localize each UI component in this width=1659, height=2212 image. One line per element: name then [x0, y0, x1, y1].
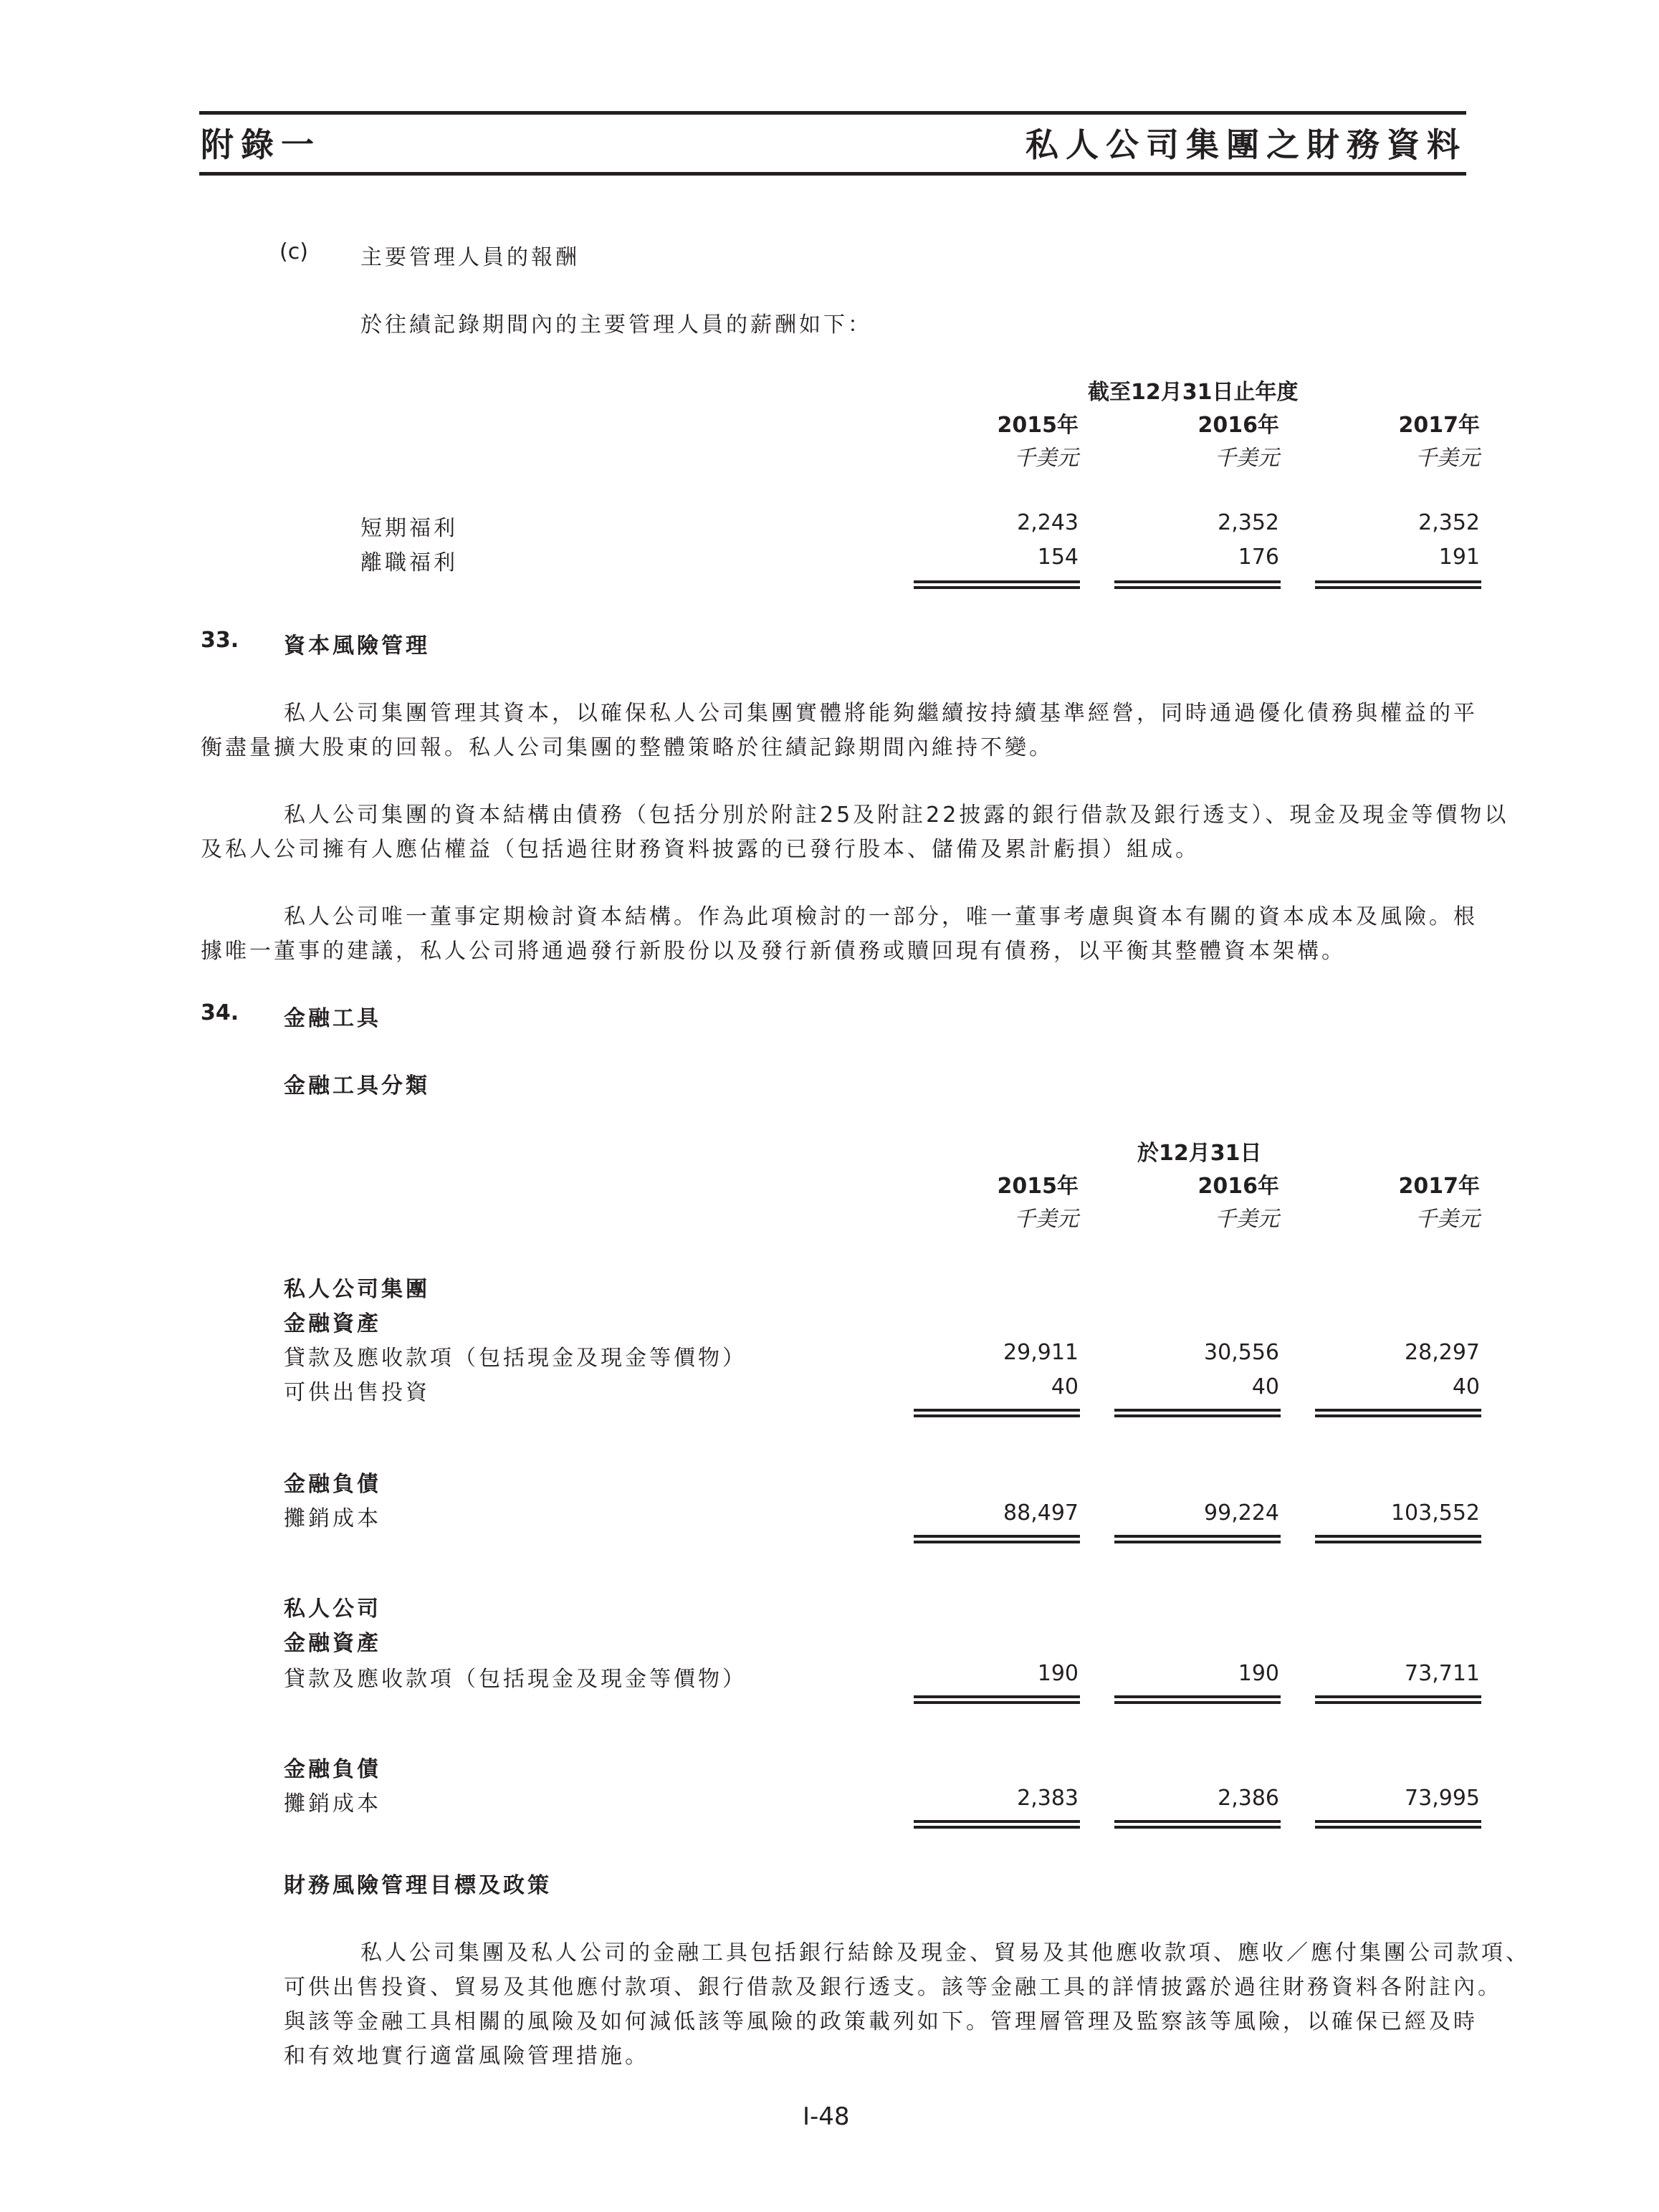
row-label: 短期福利 [360, 516, 458, 541]
header-left-title: 附錄一 [201, 125, 321, 164]
double-underline [1114, 1695, 1281, 1704]
row-label: 攤銷成本 [284, 1791, 381, 1816]
risk-heading: 財務風險管理目標及政策 [284, 1873, 552, 1898]
double-underline [1114, 1535, 1281, 1543]
double-underline [1114, 1820, 1281, 1829]
table-cell: 190 [1037, 1661, 1079, 1686]
table-cell: 88,497 [1003, 1500, 1079, 1526]
table-cell: 2,383 [1017, 1786, 1079, 1811]
paragraph-line: 與該等金融工具相關的風險及如何減低該等風險的政策載列如下。管理層管理及監察該等風險，以確保已經及時 [284, 2009, 1478, 2034]
section-c-title: 主要管理人員的報酬 [360, 245, 580, 270]
row-label: 可供出售投資 [284, 1380, 430, 1405]
double-underline [914, 1695, 1080, 1704]
double-underline [914, 580, 1080, 589]
unit-label: 千美元 [1215, 446, 1279, 471]
unit-label: 千美元 [1014, 446, 1079, 471]
paragraph-line: 及私人公司擁有人應佔權益（包括過往財務資料披露的已發行股本、儲備及累計虧損）組成。 [201, 837, 1200, 862]
table-cell: 2,243 [1017, 510, 1079, 535]
unit-label: 千美元 [1415, 446, 1480, 471]
group-heading: 私人公司集團 [284, 1277, 430, 1302]
liabilities-heading: 金融負債 [284, 1757, 381, 1782]
section-c-intro: 於往績記錄期間內的主要管理人員的薪酬如下： [360, 312, 872, 337]
paragraph-line: 私人公司集團管理其資本，以確保私人公司集團實體將能夠繼續按持續基準經營，同時通過優化債務與權益的平 [284, 701, 1478, 726]
header-top-rule [199, 111, 1466, 115]
paragraph-line: 和有效地實行適當風險管理措施。 [284, 2044, 649, 2069]
double-underline [1114, 580, 1281, 589]
table-cell: 73,711 [1405, 1661, 1480, 1686]
paragraph-line: 私人公司集團及私人公司的金融工具包括銀行結餘及現金、貿易及其他應收款項、應收／應付集團公司款項、 [360, 1940, 1530, 1966]
assets-heading: 金融資產 [284, 1311, 381, 1336]
unit-label: 千美元 [1415, 1207, 1480, 1232]
company-heading: 私人公司 [284, 1596, 381, 1622]
table-cell: 40 [1452, 1374, 1480, 1399]
year-header: 2015年 [997, 413, 1079, 438]
double-underline [1315, 1695, 1481, 1704]
date-header: 於12月31日 [1137, 1141, 1262, 1166]
table-cell: 2,352 [1218, 510, 1279, 535]
unit-label: 千美元 [1014, 1207, 1079, 1232]
double-underline [914, 1820, 1080, 1829]
header-right-title: 私人公司集團之財務資料 [1025, 125, 1467, 164]
year-header: 2015年 [997, 1174, 1079, 1199]
table-cell: 154 [1037, 545, 1079, 570]
table-cell: 28,297 [1405, 1340, 1480, 1365]
table-cell: 2,352 [1418, 510, 1480, 535]
row-label: 貸款及應收款項（包括現金及現金等價物） [284, 1667, 747, 1692]
table-cell: 191 [1438, 545, 1480, 570]
paragraph-line: 私人公司唯一董事定期檢討資本結構。作為此項檢討的一部分，唯一董事考慮與資本有關的資本成本及風險。根 [284, 904, 1478, 929]
table-cell: 30,556 [1204, 1340, 1279, 1365]
table-cell: 40 [1051, 1374, 1079, 1399]
year-header: 2017年 [1398, 413, 1480, 438]
paragraph-line: 私人公司集團的資本結構由債務（包括分別於附註25及附註22披露的銀行借款及銀行透支）、現金及現金等價物以 [284, 803, 1509, 828]
double-underline [914, 1535, 1080, 1543]
section-33-title: 資本風險管理 [284, 633, 430, 659]
table-cell: 40 [1251, 1374, 1279, 1399]
section-34-subtitle: 金融工具分類 [284, 1073, 430, 1098]
table-cell: 99,224 [1204, 1500, 1279, 1526]
page-number: I-48 [803, 2102, 850, 2131]
row-label: 貸款及應收款項（包括現金及現金等價物） [284, 1346, 747, 1371]
year-header: 2016年 [1197, 1174, 1279, 1199]
double-underline [1315, 1409, 1481, 1417]
row-label: 離職福利 [360, 550, 458, 575]
assets-heading: 金融資產 [284, 1631, 381, 1656]
year-header: 2016年 [1197, 413, 1279, 438]
table-cell: 103,552 [1390, 1500, 1480, 1526]
header-bottom-rule [199, 172, 1466, 176]
double-underline [1315, 1535, 1481, 1543]
double-underline [1114, 1409, 1281, 1417]
double-underline [914, 1409, 1080, 1417]
unit-label: 千美元 [1215, 1207, 1279, 1232]
section-34-number: 34. [201, 1000, 239, 1025]
paragraph-line: 衡盡量擴大股東的回報。私人公司集團的整體策略於往績記錄期間內維持不變。 [201, 735, 1053, 760]
table-cell: 73,995 [1405, 1786, 1480, 1811]
section-c-label: (c) [279, 239, 308, 264]
section-33-number: 33. [201, 628, 239, 653]
paragraph-line: 可供出售投資、貿易及其他應付款項、銀行借款及銀行透支。該等金融工具的詳情披露於過往財務資料各附註內。 [284, 1975, 1502, 2000]
paragraph-line: 據唯一董事的建議，私人公司將通過發行新股份以及發行新債務或贖回現有債務，以平衡其整體資本架構。 [201, 939, 1346, 964]
period-header: 截至12月31日止年度 [1088, 380, 1299, 405]
year-header: 2017年 [1398, 1174, 1480, 1199]
table-cell: 2,386 [1218, 1786, 1279, 1811]
row-label: 攤銷成本 [284, 1506, 381, 1531]
table-cell: 29,911 [1003, 1340, 1079, 1365]
double-underline [1315, 1820, 1481, 1829]
double-underline [1315, 580, 1481, 589]
table-cell: 190 [1238, 1661, 1279, 1686]
section-34-title: 金融工具 [284, 1006, 381, 1031]
liabilities-heading: 金融負債 [284, 1472, 381, 1497]
table-cell: 176 [1238, 545, 1279, 570]
